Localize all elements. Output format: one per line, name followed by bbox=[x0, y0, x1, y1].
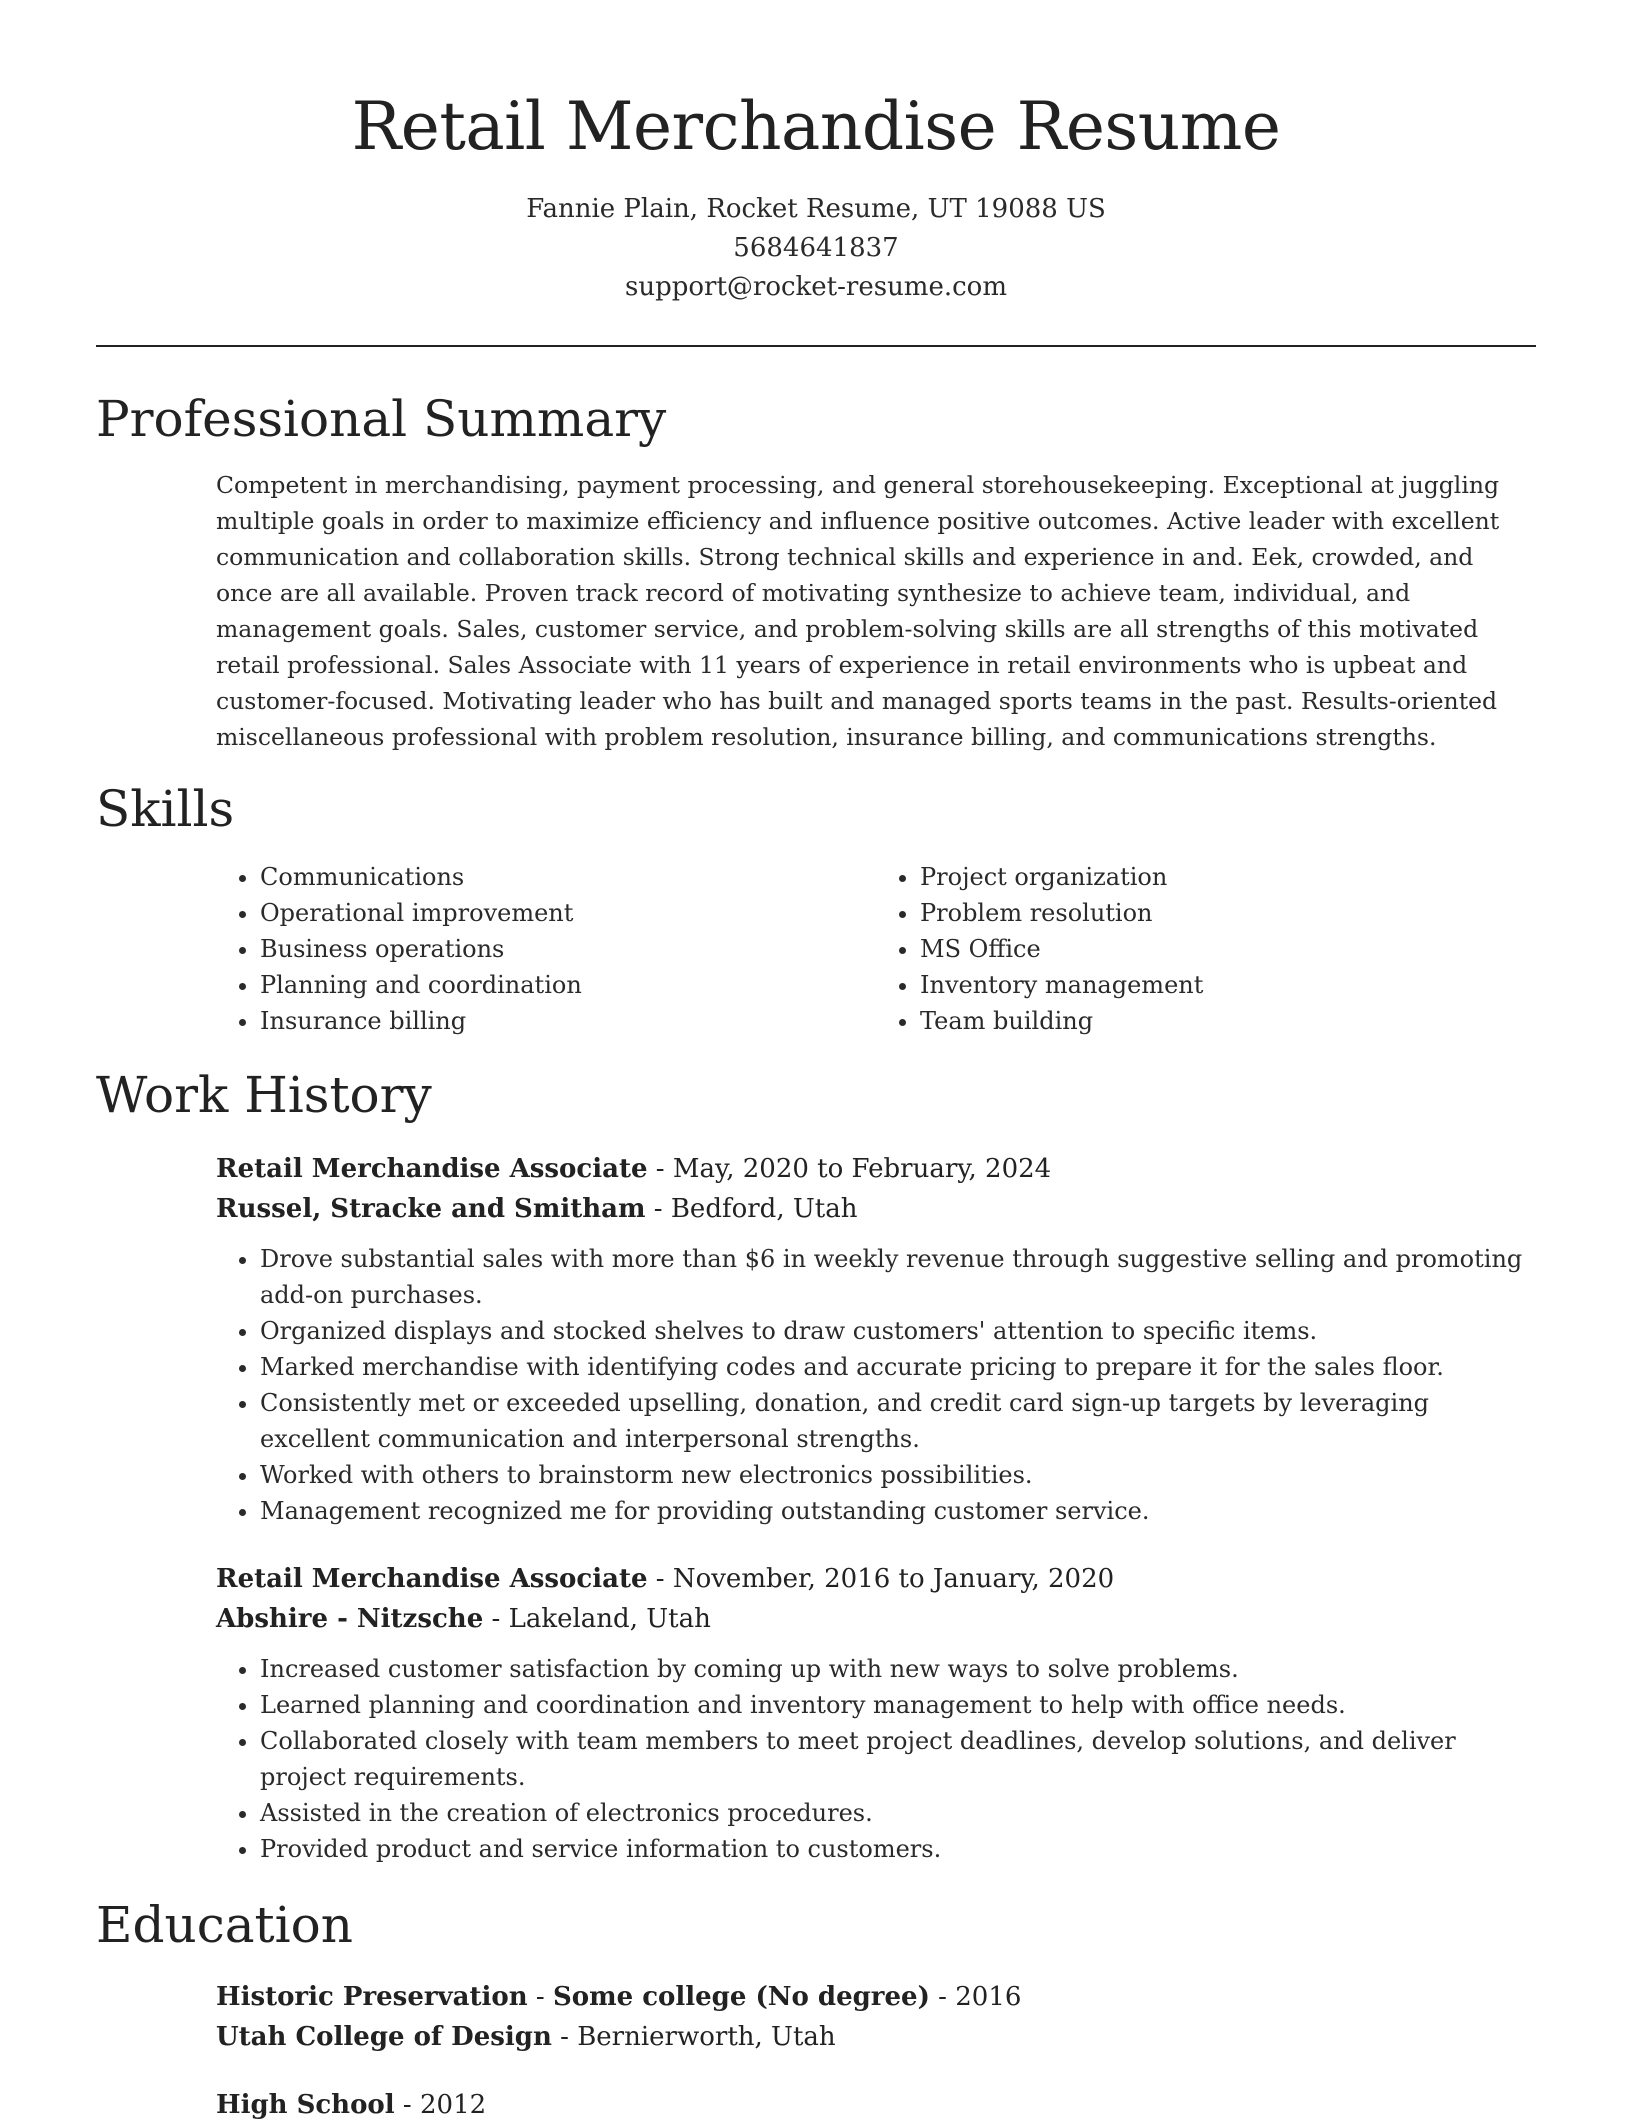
education-entry bbox=[216, 2085, 1536, 2125]
skill-item: • Problem resolution bbox=[920, 895, 1536, 931]
contact-block bbox=[96, 190, 1536, 307]
education-degree-line: Historic Preservation - Some college (No degree) - 2016 bbox=[216, 1982, 1022, 2012]
job-bullet: • Increased customer satisfaction by coming up with new ways to solve problems. bbox=[260, 1651, 1536, 1687]
job-location: Lakeland, Utah bbox=[508, 1604, 711, 1634]
job-bullet: • Collaborated closely with team members to meet project deadlines, develop solutions, and deliver project requirements. bbox=[260, 1723, 1536, 1795]
job-title: Retail Merchandise Associate bbox=[216, 1154, 648, 1184]
job-company-line: Russel, Stracke and Smitham - Bedford, Utah bbox=[216, 1194, 858, 1224]
job-bullets bbox=[216, 1651, 1536, 1867]
education-entry bbox=[216, 1977, 1536, 2057]
job-location: Bedford, Utah bbox=[670, 1194, 858, 1224]
education-heading: Education bbox=[96, 1896, 353, 1954]
skill-item: • Team building bbox=[920, 1003, 1536, 1039]
job-bullets bbox=[216, 1241, 1536, 1529]
job-entry bbox=[216, 1559, 1536, 1867]
job-title-line: Retail Merchandise Associate - November, 2016 to January, 2020 bbox=[216, 1564, 1115, 1594]
job-dates: May, 2020 to February, 2024 bbox=[672, 1154, 1052, 1184]
job-dates: November, 2016 to January, 2020 bbox=[672, 1564, 1115, 1594]
contact-phone: 5684641837 bbox=[733, 233, 899, 263]
skill-item: • Inventory management bbox=[920, 967, 1536, 1003]
education-year: 2016 bbox=[955, 1982, 1022, 2012]
work-heading: Work History bbox=[96, 1066, 432, 1124]
education-school: Utah College of Design bbox=[216, 2022, 552, 2052]
job-entry bbox=[216, 1149, 1536, 1529]
skill-item: • MS Office bbox=[920, 931, 1536, 967]
job-bullet: • Assisted in the creation of electronics procedures. bbox=[260, 1795, 1536, 1831]
job-bullet: • Organized displays and stocked shelves to draw customers' attention to specific items. bbox=[260, 1313, 1536, 1349]
education-degree: Some college (No degree) bbox=[552, 1982, 930, 2012]
contact-address: Fannie Plain, Rocket Resume, UT 19088 US bbox=[526, 194, 1106, 224]
job-bullet: • Learned planning and coordination and inventory management to help with office needs. bbox=[260, 1687, 1536, 1723]
summary-heading: Professional Summary bbox=[96, 390, 667, 448]
skill-item: • Business operations bbox=[260, 931, 876, 967]
skills-columns bbox=[216, 859, 1536, 1039]
job-company: Abshire - Nitzsche bbox=[216, 1604, 484, 1634]
skill-item: • Communications bbox=[260, 859, 876, 895]
job-company-line: Abshire - Nitzsche - Lakeland, Utah bbox=[216, 1604, 711, 1634]
job-bullet: • Management recognized me for providing outstanding customer service. bbox=[260, 1493, 1536, 1529]
job-bullet: • Provided product and service information to customers. bbox=[260, 1831, 1536, 1867]
job-company: Russel, Stracke and Smitham bbox=[216, 1194, 646, 1224]
header-divider bbox=[96, 345, 1536, 347]
summary-text: Competent in merchandising, payment processing, and general storehousekeeping. Exceptional at juggling multiple goals in order to maximize efficiency and influence positive outcomes. Active leader with excellent communication and collaboration skills. Strong technical skills and experience in and. Eek, crowded, and once are all available. Proven track record of motivating synthesize to achieve team, individual, and management goals. Sales, customer service, and problem-solving skills are all strengths of this motivated retail professional. Sales Associate with 11 years of experience in retail environments who is upbeat and customer-focused. Motivating leader who has built and managed sports teams in the past. Results-oriented miscellaneous professional with problem resolution, insurance billing, and communications strengths. bbox=[216, 471, 1500, 751]
job-title-line: Retail Merchandise Associate - May, 2020 to February, 2024 bbox=[216, 1154, 1052, 1184]
resume-page bbox=[96, 0, 1536, 2125]
contact-email: support@rocket-resume.com bbox=[624, 272, 1007, 302]
education-school-line: Utah College of Design - Bernierworth, Utah bbox=[216, 2022, 836, 2052]
job-bullet: • Marked merchandise with identifying codes and accurate pricing to prepare it for the sales floor. bbox=[260, 1349, 1536, 1385]
skills-list-left bbox=[216, 859, 876, 1039]
education-degree-line: High School - 2012 bbox=[216, 2090, 487, 2120]
education-year: 2012 bbox=[419, 2090, 487, 2120]
job-bullet: • Drove substantial sales with more than $6 in weekly revenue through suggestive selling and promoting add-on purchases. bbox=[260, 1241, 1536, 1313]
job-title: Retail Merchandise Associate bbox=[216, 1564, 648, 1594]
skills-heading: Skills bbox=[96, 780, 235, 838]
resume-title: Retail Merchandise Resume bbox=[351, 88, 1281, 165]
job-bullet: • Worked with others to brainstorm new electronics possibilities. bbox=[260, 1457, 1536, 1493]
education-location: Bernierworth, Utah bbox=[577, 2022, 836, 2052]
skills-list-right bbox=[876, 859, 1536, 1039]
job-bullet: • Consistently met or exceeded upselling, donation, and credit card sign-up targets by leveraging excellent communication and interpersonal strengths. bbox=[260, 1385, 1536, 1457]
skill-item: • Planning and coordination bbox=[260, 967, 876, 1003]
education-field: High School bbox=[216, 2090, 395, 2120]
skill-item: • Project organization bbox=[920, 859, 1536, 895]
skill-item: • Insurance billing bbox=[260, 1003, 876, 1039]
education-field: Historic Preservation bbox=[216, 1982, 528, 2012]
skill-item: • Operational improvement bbox=[260, 895, 876, 931]
